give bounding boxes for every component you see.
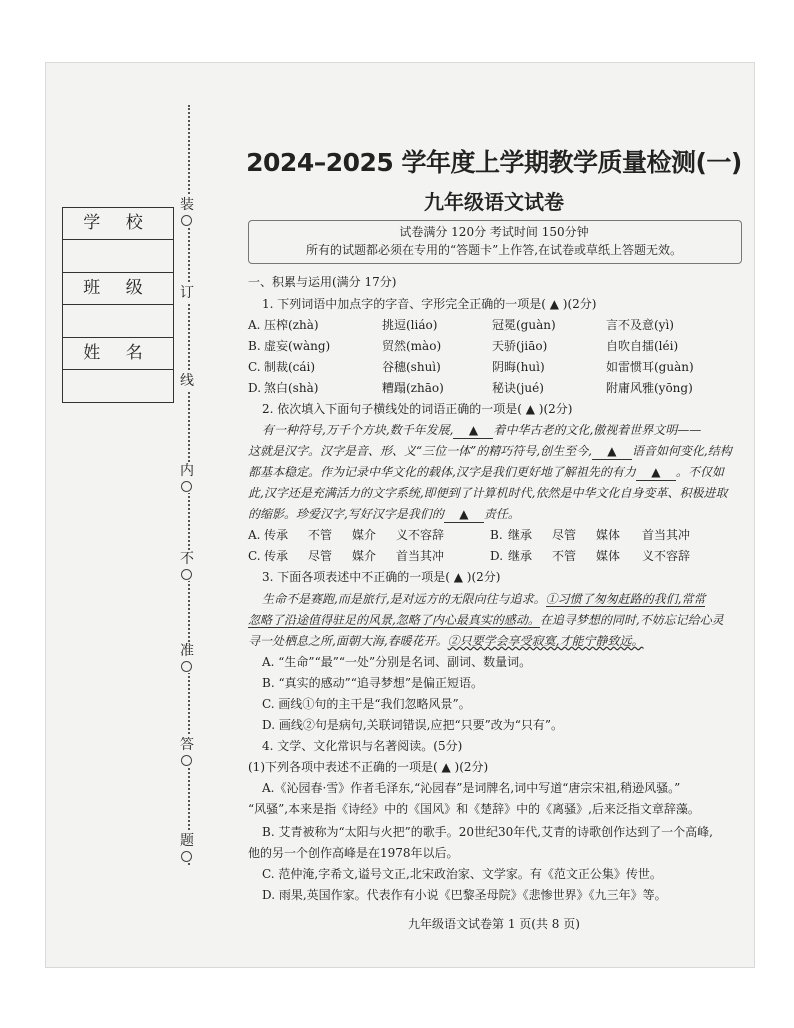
q2-passage-text: 的缩影。珍爱汉字,写好汉字是我们的 (248, 507, 444, 521)
q2-blank: ▲ (453, 423, 493, 439)
q3-wavy-sentence-2: ②只要学会享受寂寞,才能宁静致远。 (447, 634, 644, 648)
name-field[interactable] (63, 370, 173, 402)
class-label: 班 级 (63, 273, 173, 305)
q2-option-item: 媒介 (352, 549, 377, 563)
q3-underlined-sentence-1: ①习惯了匆匆赶路的我们,常常 (545, 592, 706, 606)
binding-mark: 装 (180, 196, 194, 227)
q2-option-item: 不管 (308, 528, 333, 542)
q1-option-item: 糟蹋(zhāo) (382, 381, 444, 395)
q1-option-item: 秘诀(jué) (492, 381, 544, 395)
binding-circle-icon (181, 481, 192, 492)
q3-passage-line (248, 613, 724, 628)
page-footer: 九年级语文试卷第 1 页(共 8 页) (408, 917, 580, 931)
q1-option-label: A. (248, 318, 261, 332)
q1-option-item: 煞白(shà) (264, 381, 319, 395)
q2-option-label: C. (248, 549, 261, 563)
binding-circle-icon (181, 661, 192, 672)
q2-option-item: 不管 (552, 549, 577, 563)
q2-option-label: A. (248, 528, 261, 542)
q2-option-item: 尽管 (308, 549, 333, 563)
binding-mark: 题 (180, 832, 194, 863)
q2-option-label: D. (490, 549, 504, 563)
q2-option-item: 媒介 (352, 528, 377, 542)
binding-circle-icon (181, 215, 192, 226)
q2-passage-line (248, 465, 724, 481)
q2-option-item: 首当其冲 (642, 528, 691, 542)
q2-option-item: 传承 (264, 528, 289, 542)
q1-option-item: 阴晦(huì) (492, 360, 545, 374)
binding-circle-icon (181, 755, 192, 766)
q1-stem: 1. 下列词语中加点字的字音、字形完全正确的一项是( ▲ )(2分) (262, 297, 597, 311)
q2-passage-line: 此,汉字还是充满活力的文字系统,即便到了计算机时代,依然是中华文化自身变革、积极进取 (248, 486, 728, 500)
q1-option-item: 附庸风雅(yōng) (606, 381, 693, 395)
section-heading: 一、积累与运用(满分 17分) (248, 275, 397, 289)
q4-option-a-cont: “风骚”,本来是指《诗经》中的《国风》和《楚辞》中的《离骚》,后来泛指文章辞藻。 (248, 802, 700, 816)
q4-option-c: C. 范仲淹,字希文,谥号文正,北宋政治家、文学家。有《范文正公集》传世。 (262, 867, 662, 881)
binding-mark: 订 (180, 285, 194, 301)
exam-subtitle: 九年级语文试卷 (424, 190, 564, 214)
q2-blank: ▲ (636, 465, 676, 481)
name-label: 姓 名 (63, 338, 173, 370)
q3-underlined-sentence-1: 忽略了沿途值得驻足的风景,忽略了内心最真实的感动。 (248, 613, 540, 627)
q3-option: D. 画线②句是病句,关联词错误,应把“只要”改为“只有”。 (262, 718, 563, 732)
binding-circle-icon (181, 569, 192, 580)
school-field[interactable] (63, 240, 173, 273)
binding-mark: 答 (180, 736, 194, 767)
q2-passage-line (262, 423, 701, 439)
binding-circle-icon (181, 851, 192, 862)
binding-mark: 线 (180, 373, 194, 389)
q2-passage-text: 有一种符号,万千个方块,数千年发展, (262, 423, 454, 437)
binding-mark: 不 (180, 550, 194, 581)
q2-option-item: 继承 (508, 549, 533, 563)
q2-option-item: 首当其冲 (396, 549, 445, 563)
q3-stem: 3. 下面各项表述中不正确的一项是( ▲ )(2分) (262, 570, 501, 584)
q2-passage-text: 这就是汉字。汉字是音、形、义“三位一体”的精巧符号,创生至今, (248, 444, 592, 458)
q2-passage-text: 。不仅如 (675, 465, 724, 479)
q2-passage-text: 都基本稳定。作为记录中华文化的载体,汉字是我们更好地了解祖先的有力 (248, 465, 636, 479)
class-field[interactable] (63, 305, 173, 338)
q2-option-label: B. (490, 528, 503, 542)
binding-mark: 内 (180, 462, 194, 493)
exam-title: 2024–2025 学年度上学期教学质量检测(一) (246, 148, 742, 177)
q1-option-item: 自吹自擂(léi) (606, 339, 679, 353)
q1-option-item: 谷穗(shuì) (382, 360, 441, 374)
q2-option-item: 继承 (508, 528, 533, 542)
q1-option-item: 如雷惯耳(guàn) (606, 360, 694, 374)
q2-option-item: 尽管 (552, 528, 577, 542)
binding-mark: 准 (180, 642, 194, 673)
q3-passage-line (262, 592, 705, 607)
q4-option-a: A.《沁园春·雪》作者毛泽东,“沁园春”是词牌名,词中写道“唐宗宋祖,稍逊风骚。” (262, 781, 681, 795)
q4-sub-stem: (1)下列各项中表述不正确的一项是( ▲ )(2分) (248, 760, 489, 774)
exam-meta-instructions: 所有的试题都必须在专用的“答题卡”上作答,在试卷或草纸上答题无效。 (305, 243, 683, 257)
exam-meta-score-time: 试卷满分 120分 考试时间 150分钟 (399, 225, 589, 239)
q4-option-b-cont: 他的另一个创作高峰是在1978年以后。 (248, 846, 459, 860)
q1-option-item: 制裁(cái) (264, 360, 316, 374)
q2-passage-text: 责任。 (483, 507, 520, 521)
q2-passage-line (248, 444, 732, 460)
q4-option-b: B. 艾青被称为“太阳与火把”的歌手。20世纪30年代,艾青的诗歌创作达到了一个高峰, (262, 825, 713, 839)
q2-passage-text: 着中华古老的文化,傲视着世界文明—— (493, 423, 702, 437)
q3-passage-line (248, 634, 643, 649)
q2-option-item: 义不容辞 (642, 549, 691, 563)
q2-passage-text: 语音如何变化,结构 (631, 444, 732, 458)
q1-option-item: 贸然(mào) (382, 339, 442, 353)
q2-stem: 2. 依次填入下面句子横线处的词语正确的一项是( ▲ )(2分) (262, 402, 573, 416)
q3-option: C. 画线①句的主干是“我们忽略风景”。 (262, 697, 471, 711)
q1-option-label: D. (248, 381, 262, 395)
q3-option: A. “生命”“最”“一处”分别是名词、副词、数量词。 (262, 655, 532, 669)
student-info-table (62, 207, 174, 403)
q2-passage-line (248, 507, 520, 523)
q1-option-item: 天骄(jiāo) (492, 339, 548, 353)
q2-option-item: 义不容辞 (396, 528, 445, 542)
q4-option-d: D. 雨果,英国作家。代表作有小说《巴黎圣母院》《悲惨世界》《九三年》等。 (262, 888, 667, 902)
q2-blank: ▲ (444, 507, 484, 523)
q1-option-item: 压榨(zhà) (264, 318, 319, 332)
school-label: 学 校 (63, 208, 173, 240)
q2-blank: ▲ (592, 444, 632, 460)
q3-passage-text: 生命不是赛跑,而是旅行,是对远方的无限向往与追求。 (262, 592, 546, 606)
q3-option: B. “真实的感动”“追寻梦想”是偏正短语。 (262, 676, 483, 690)
q4-stem: 4. 文学、文化常识与名著阅读。(5分) (262, 739, 463, 753)
q1-option-label: B. (248, 339, 261, 353)
q1-option-item: 挑逗(liáo) (382, 318, 438, 332)
q1-option-item: 冠冕(guàn) (492, 318, 556, 332)
q1-option-item: 言不及意(yì) (606, 318, 674, 332)
q2-option-item: 媒体 (596, 549, 621, 563)
q1-option-label: C. (248, 360, 261, 374)
q2-option-item: 媒体 (596, 528, 621, 542)
q3-passage-text: 寻一处栖息之所,面朝大海,春暖花开。 (248, 634, 448, 648)
q2-option-item: 传承 (264, 549, 289, 563)
q3-passage-text: 在追寻梦想的同时,不妨忘记给心灵 (539, 613, 724, 627)
q1-option-item: 虚妄(wàng) (264, 339, 331, 353)
